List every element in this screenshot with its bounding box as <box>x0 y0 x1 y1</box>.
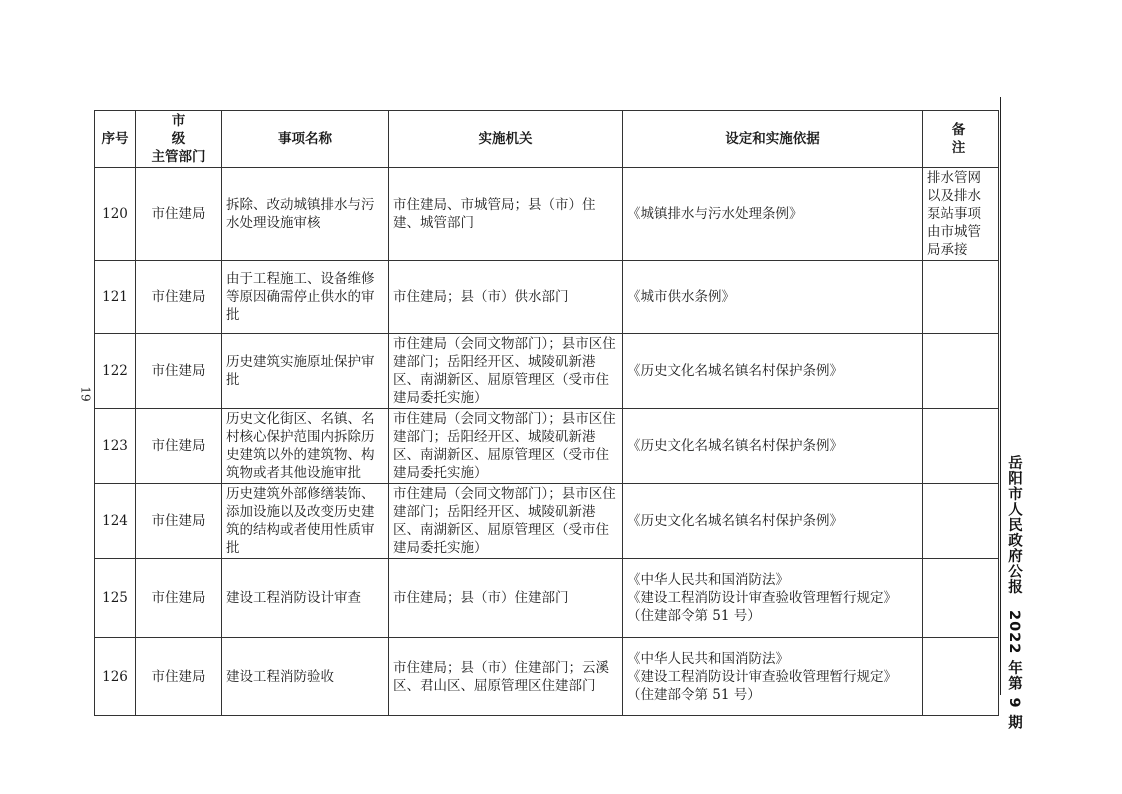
table-row <box>95 484 999 559</box>
row-org: 市住建局（会同文物部门）；县市区住建部门；岳阳经开区、城陵矶新港区、南湖新区、屈原管理区（受市住建局委托实施） <box>389 334 623 409</box>
row-idx: 123 <box>95 409 136 484</box>
header-org: 实施机关 <box>389 111 623 168</box>
table-row <box>95 261 999 334</box>
table-header-row <box>95 111 999 168</box>
row-note: 排水管网以及排水泵站事项由市城管局承接 <box>923 168 999 261</box>
basis-line: 《历史文化名城名镇名村保护条例》 <box>627 438 843 454</box>
table-row <box>95 168 999 261</box>
row-basis <box>623 334 923 409</box>
row-name: 历史建筑实施原址保护审批 <box>222 334 389 409</box>
basis-line: 《中华人民共和国消防法》 <box>627 650 789 667</box>
row-basis <box>623 484 923 559</box>
row-idx: 124 <box>95 484 136 559</box>
row-idx: 126 <box>95 638 136 716</box>
row-dept: 市住建局 <box>136 484 222 559</box>
row-note <box>923 559 999 638</box>
header-dept <box>136 111 222 168</box>
row-idx: 125 <box>95 559 136 638</box>
journal-title: 岳阳市人民政府公报 2022 年第 9 期 <box>1006 455 1022 731</box>
row-note <box>923 484 999 559</box>
row-note <box>923 261 999 334</box>
row-basis <box>623 168 923 261</box>
basis-line: 《中华人民共和国消防法》 <box>627 572 789 588</box>
row-basis <box>623 261 923 334</box>
row-name: 建设工程消防设计审查 <box>222 559 389 638</box>
row-name: 历史文化街区、名镇、名村核心保护范围内拆除历史建筑以外的建筑物、构筑物或者其他设施审批 <box>222 409 389 484</box>
row-org: 市住建局；县（市）住建部门 <box>389 559 623 638</box>
row-name: 历史建筑外部修缮装饰、添加设施以及改变历史建筑的结构或者使用性质审批 <box>222 484 389 559</box>
row-basis <box>623 638 923 716</box>
basis-line: 《城镇排水与污水处理条例》 <box>627 206 803 222</box>
header-dept-line2: 主管部门 <box>151 149 206 165</box>
row-basis <box>623 559 923 638</box>
row-idx: 121 <box>95 261 136 334</box>
row-org: 市住建局；县（市）住建部门；云溪区、君山区、屈原管理区住建部门 <box>389 638 623 716</box>
row-idx: 122 <box>95 334 136 409</box>
row-basis <box>623 409 923 484</box>
row-dept: 市住建局 <box>136 409 222 484</box>
row-org: 市住建局（会同文物部门）；县市区住建部门；岳阳经开区、城陵矶新港区、南湖新区、屈原管理区（受市住建局委托实施） <box>389 409 623 484</box>
row-idx: 120 <box>95 168 136 261</box>
header-idx: 序号 <box>95 111 136 168</box>
basis-line: 《建设工程消防设计审查验收管理暂行规定》 <box>627 668 897 685</box>
row-name: 建设工程消防验收 <box>222 638 389 716</box>
row-name: 拆除、改动城镇排水与污水处理设施审核 <box>222 168 389 261</box>
basis-line: 《历史文化名城名镇名村保护条例》 <box>627 363 843 379</box>
basis-line: （住建部令第 51 号） <box>627 686 761 703</box>
header-name: 事项名称 <box>222 111 389 168</box>
row-org: 市住建局（会同文物部门）；县市区住建部门；岳阳经开区、城陵矶新港区、南湖新区、屈原管理区（受市住建局委托实施） <box>389 484 623 559</box>
row-note <box>923 409 999 484</box>
basis-line: 《建设工程消防设计审查验收管理暂行规定》 <box>627 590 897 606</box>
row-dept: 市住建局 <box>136 638 222 716</box>
row-org: 市住建局；县（市）供水部门 <box>389 261 623 334</box>
row-name: 由于工程施工、设备维修等原因确需停止供水的审批 <box>222 261 389 334</box>
table-row <box>95 334 999 409</box>
row-org: 市住建局、市城管局；县（市）住建、城管部门 <box>389 168 623 261</box>
basis-line: 《历史文化名城名镇名村保护条例》 <box>627 513 843 529</box>
basis-line: （住建部令第 51 号） <box>627 608 761 624</box>
row-dept: 市住建局 <box>136 168 222 261</box>
row-dept: 市住建局 <box>136 261 222 334</box>
header-basis: 设定和实施依据 <box>623 111 923 168</box>
row-note <box>923 334 999 409</box>
table-row <box>95 638 999 716</box>
header-note: 备注 <box>923 111 999 168</box>
table-row <box>95 409 999 484</box>
row-dept: 市住建局 <box>136 334 222 409</box>
items-table <box>94 110 999 716</box>
margin-rule <box>1000 97 1001 695</box>
header-dept-line1: 市级 <box>171 113 208 147</box>
row-note <box>923 638 999 716</box>
basis-line: 《城市供水条例》 <box>627 289 735 305</box>
table-row <box>95 559 999 638</box>
page-number: 19 <box>78 386 93 402</box>
row-dept: 市住建局 <box>136 559 222 638</box>
